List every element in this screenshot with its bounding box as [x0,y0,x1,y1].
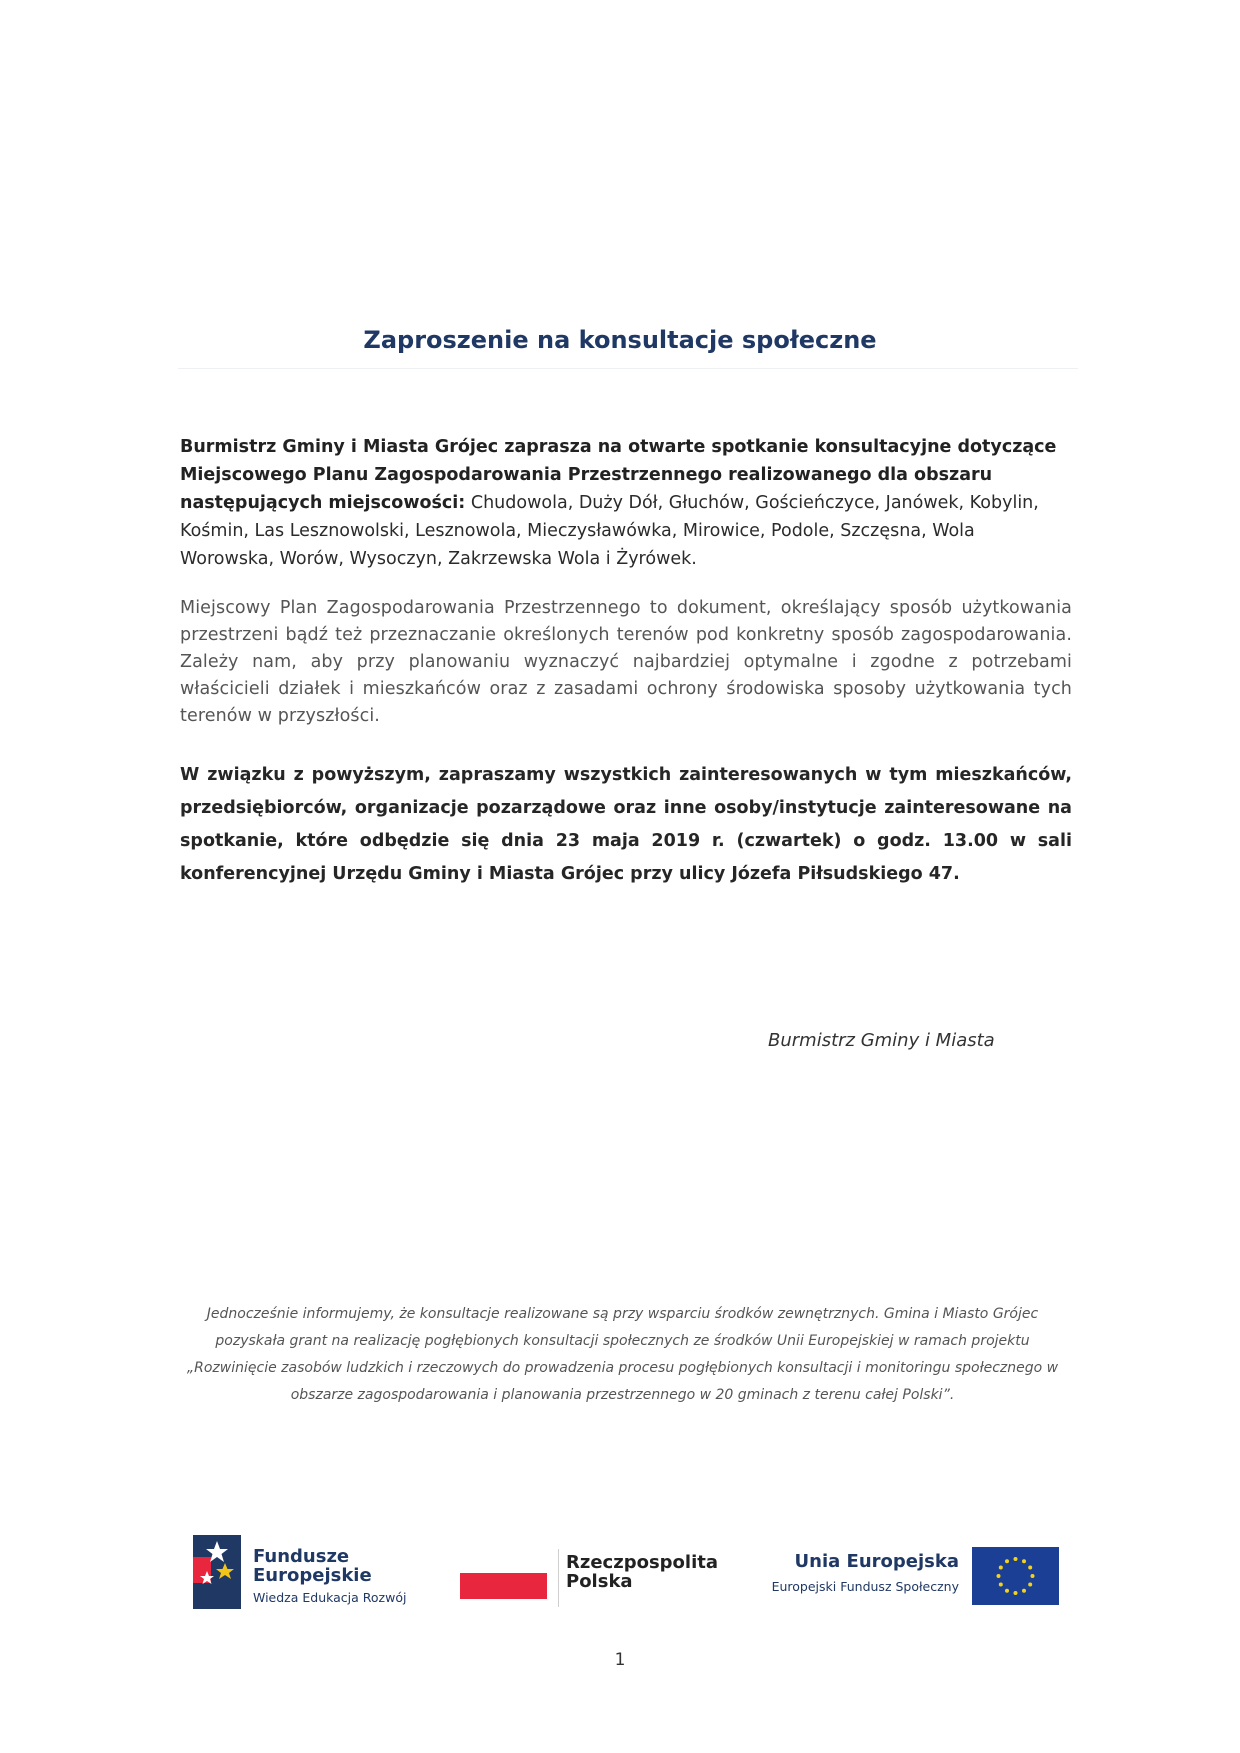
intro-bold-text: Burmistrz Gminy i Miasta Grójec zaprasza na otwarte spotkanie konsultacyjne dotyczące Miejscowego Planu Zagospodarowania Przestrzennego realizowanego dla obszaru następujących miejscowości: [180,437,1057,513]
polish-flag-white-stripe [460,1553,547,1573]
description-paragraph: Miejscowy Plan Zagospodarowania Przestrzennego to dokument, określający sposób użytkowania przestrzeni bądź też przeznaczanie określonych terenów pod konkretny sposób zagospodarowania. Zależy nam, aby przy planowaniu wyznaczyć najbardziej optymalne i zgodne z potrzebami właścicieli działek i mieszkańców oraz z zasadami ochrony środowiska sposoby użytkowania tych terenów w przyszłości. [180,598,1072,726]
unia-europejska-subtitle: Europejski Fundusz Społeczny [771,1579,959,1594]
polish-flag-red-stripe [460,1573,547,1599]
page-number: 1 [614,1650,626,1670]
rzeczpospolita-polska-logo [460,1553,720,1613]
fundusze-europejskie-subtitle: Wiedza Edukacja Rozwój [253,1590,407,1605]
unia-europejska-name: Unia Europejska [794,1551,959,1572]
fundusze-europejskie-emblem-icon [193,1535,241,1609]
polska-logo-divider [558,1549,559,1607]
rzeczpospolita-polska-text: Rzeczpospolita Polska [566,1552,718,1592]
invitation-paragraph: W związku z powyższym, zapraszamy wszystkich zainteresowanych w tym mieszkańców, przedsiębiorców, organizacje pozarządowe oraz inne osoby/instytucje zainteresowane na spotkanie, które odbędzie się dnia 23 maja 2019 r. (czwartek) o godz. 13.00 w sali konferencyjnej Urzędu Gminy i Miasta Grójec przy ulicy Józefa Piłsudskiego 47. [180,765,1072,884]
eu-flag-icon [972,1547,1059,1605]
fundusze-europejskie-name: Fundusze Europejskie [253,1546,372,1586]
fundusze-europejskie-logo [193,1535,433,1610]
unia-europejska-logo [767,1547,1067,1609]
intro-paragraph [180,433,1065,573]
intro-places-text: Chudowola, Duży Dół, Głuchów, Gościeńczyce, Janówek, Kobylin, Kośmin, Las Lesznowolski, Lesznowola, Mieczysławówka, Mirowice, Podole, Szczęsna, Wola Worowska, Worów, Wysoczyn, Zakrzewska Wola i Żyrówek. [180,493,1039,569]
document-title: Zaproszenie na konsultacje społeczne [363,326,877,354]
title-divider [178,368,1078,369]
funding-note: Jednocześnie informujemy, że konsultacje realizowane są przy wsparciu środków zewnętrznych. Gmina i Miasto Grójec pozyskała grant na realizację pogłębionych konsultacji społecznych ze środków Unii Europejskiej w ramach projektu „Rozwinięcie zasobów ludzkich i rzeczowych do prowadzenia procesu pogłębionych konsultacji i monitoringu społecznego w obszarze zagospodarowania i planowania przestrzennego w 20 gminach z terenu całej Polski”. [186,1306,1059,1403]
rzeczpospolita-polska-name [566,1553,716,1591]
signature: Burmistrz Gminy i Miasta [768,1030,995,1051]
